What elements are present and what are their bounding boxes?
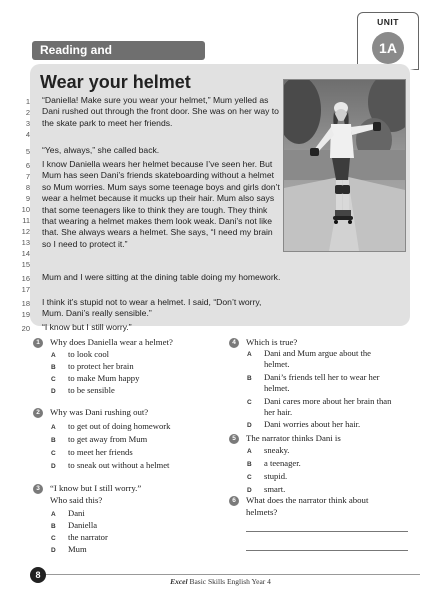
option-text[interactable]: Dani’s friends tell her to wear her (264, 372, 380, 382)
answer-line[interactable] (246, 550, 408, 551)
question-text: Why does Daniella wear a helmet? (50, 337, 173, 347)
option-letter: B (51, 364, 56, 371)
footer-brand: Excel (170, 577, 188, 586)
option-text[interactable]: to meet her friends (68, 447, 133, 457)
option-letter: C (247, 399, 252, 406)
line-number: 5 (25, 147, 30, 156)
unit-label: UNIT (377, 17, 399, 27)
line-number: 20 (21, 324, 30, 333)
option-text[interactable]: to get away from Mum (68, 434, 148, 444)
option-text[interactable]: Dani (68, 508, 85, 518)
option-text[interactable]: Dani cares more about her brain than (264, 396, 392, 406)
line-number: 4 (25, 130, 30, 139)
option-letter: C (247, 474, 252, 481)
section-heading: Reading and (32, 41, 205, 60)
option-letter: C (51, 535, 56, 542)
page-number: 8 (30, 567, 46, 583)
option-text[interactable]: sneaky. (264, 445, 290, 455)
question-text: “I know but I still worry.” (50, 483, 142, 493)
option-letter: A (247, 448, 252, 455)
line-number: 9 (25, 194, 30, 203)
line-number: 1 (25, 97, 30, 106)
line-number: 15 (21, 260, 30, 269)
option-text[interactable]: stupid. (264, 471, 288, 481)
option-letter: D (51, 547, 56, 554)
option-letter: B (247, 375, 252, 382)
line-number: 14 (21, 249, 30, 258)
question-text: Which is true? (246, 337, 298, 347)
passage-paragraph: “I know but I still worry.” (42, 322, 132, 332)
option-text[interactable]: to make Mum happy (68, 373, 140, 383)
option-letter: B (247, 461, 252, 468)
option-text[interactable]: a teenager. (264, 458, 301, 468)
option-letter: A (247, 351, 252, 358)
unit-tab (357, 12, 419, 70)
line-number: 6 (25, 161, 30, 170)
unit-number-badge: 1A (372, 32, 404, 64)
line-number: 12 (21, 227, 30, 236)
question-number-badge: 4 (229, 338, 239, 348)
passage-paragraph: Mum and I were sitting at the dining table doing my homework. (42, 272, 281, 282)
line-number: 13 (21, 238, 30, 247)
line-number: 16 (21, 274, 30, 283)
option-text[interactable]: helmet. (264, 383, 290, 393)
option-text[interactable]: to protect her brain (68, 361, 134, 371)
footer-divider (30, 574, 420, 575)
option-text[interactable]: Mum (68, 544, 87, 554)
line-number: 19 (21, 310, 30, 319)
passage-paragraph: I know Daniella wears her helmet because I’ve seen her. But Mum has seen Dani’s friends skateboarding without a helmet so Mum worries. Mum says some teenage boys and girls don’t wear a helmet because it mucks up their hair. Mum also says that some teenagers like to think they are tough. They think that wearing a helmet makes them look weak. Dani’s not like that. She always wears a helmet. She says, “I need my brain so I need to protect it.” (42, 159, 280, 249)
option-letter: C (51, 376, 56, 383)
question-text: Who said this? (50, 495, 103, 505)
skateboarder-illustration (284, 80, 405, 251)
option-letter: B (51, 437, 56, 444)
option-text[interactable]: smart. (264, 484, 286, 494)
option-letter: A (51, 424, 56, 431)
line-number: 3 (25, 119, 30, 128)
option-letter: A (51, 352, 56, 359)
passage-paragraph: “Daniella! Make sure you wear your helmet,” Mum yelled as Dani rushed out through the front door. She was on her way to the skate park to meet her friends. (42, 95, 279, 128)
option-text[interactable]: helmet. (264, 359, 290, 369)
passage-paragraph: I think it’s stupid not to wear a helmet. I said, “Don’t worry, Mum. Dani’s really sensible.” (42, 297, 262, 319)
option-text[interactable]: Daniella (68, 520, 98, 530)
line-number: 10 (21, 205, 30, 214)
footer-book-title (0, 577, 441, 586)
option-letter: D (247, 422, 252, 429)
option-text[interactable]: to sneak out without a helmet (68, 460, 170, 470)
line-number: 18 (21, 299, 30, 308)
question-text: helmets? (246, 507, 278, 517)
option-text[interactable]: her hair. (264, 407, 293, 417)
option-letter: A (51, 511, 56, 518)
option-text[interactable]: Dani worries about her hair. (264, 419, 361, 429)
question-text: Why was Dani rushing out? (50, 407, 149, 417)
question-number-badge: 2 (33, 408, 43, 418)
option-letter: D (51, 463, 56, 470)
question-number-badge: 5 (229, 434, 239, 444)
option-text[interactable]: to be sensible (68, 385, 115, 395)
option-letter: C (51, 450, 56, 457)
question-text: The narrator thinks Dani is (246, 433, 341, 443)
option-letter: D (51, 388, 56, 395)
line-number: 2 (25, 108, 30, 117)
question-text: What does the narrator think about (246, 495, 369, 505)
option-text[interactable]: to look cool (68, 349, 110, 359)
footer-title-text: Basic Skills English Year 4 (187, 577, 271, 586)
option-text[interactable]: Dani and Mum argue about the (264, 348, 371, 358)
question-number-badge: 1 (33, 338, 43, 348)
question-number-badge: 3 (33, 484, 43, 494)
answer-line[interactable] (246, 531, 408, 532)
option-text[interactable]: the narrator (68, 532, 108, 542)
question-number-badge: 6 (229, 496, 239, 506)
line-number: 17 (21, 285, 30, 294)
line-number: 7 (25, 172, 30, 181)
passage-title: Wear your helmet (40, 72, 191, 92)
option-text[interactable]: to get out of doing homework (68, 421, 171, 431)
skateboarder-photo (283, 79, 406, 252)
passage-paragraph: “Yes, always,” she called back. (42, 145, 160, 155)
line-number: 11 (22, 216, 30, 225)
line-number: 8 (25, 183, 30, 192)
option-letter: B (51, 523, 56, 530)
option-letter: D (247, 487, 252, 494)
